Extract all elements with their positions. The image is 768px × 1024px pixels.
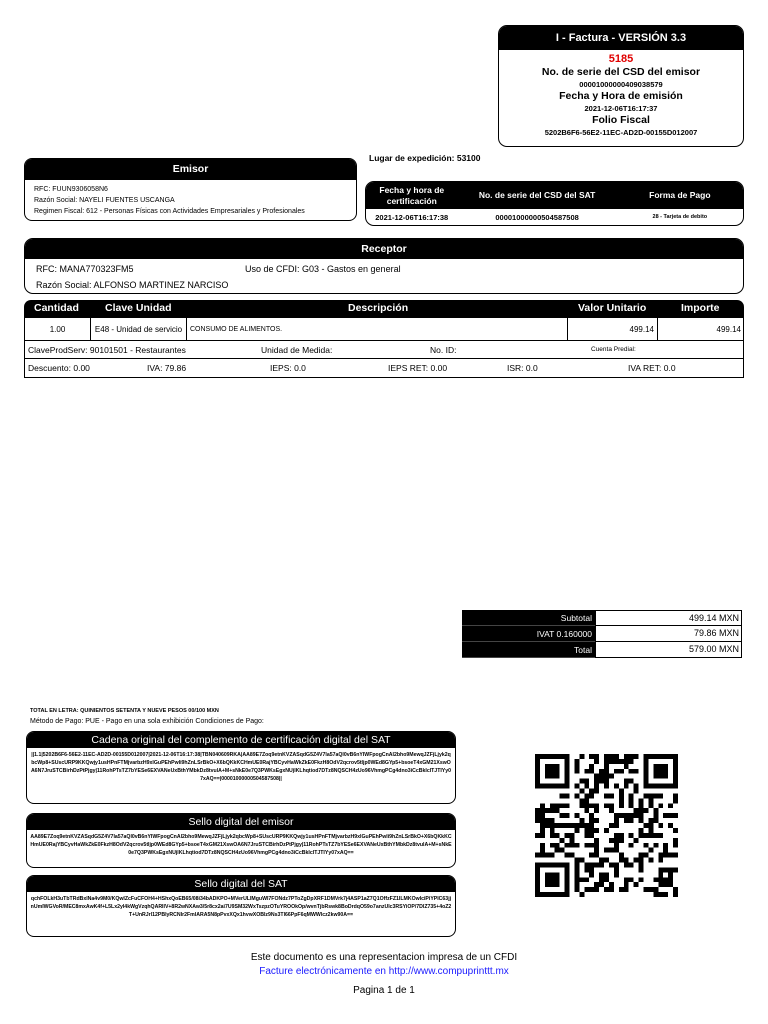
invoice-header-box <box>498 25 744 147</box>
cell-cantidad: 1.00 <box>25 318 91 340</box>
csd-emisor-label: No. de serie del CSD del emisor <box>541 66 701 78</box>
receptor-rfc: RFC: MANA770323FM5 <box>36 264 134 274</box>
receptor-razon-social: Razón Social: ALFONSO MARTINEZ NARCISO <box>36 280 229 290</box>
emisor-box <box>24 158 357 221</box>
sello-emisor-text: AA89E7Zoq9etnKVZASqdG5Z4V7la57aQl0vB6nYIWFpogCnAl2bho9MewqJZFjLjyk2qbcWp8+SUscURP9KKQwjy1usHPnFTMjvarbzH9xlGuPEhPwli9hZnLSrBkO+X6bQKkKCHmUE0RajYBCyvHaWkZkE0FkzH8OdV2qcrov5tljp0WEd8GYp5+bsoeT4xGM21XswOA6N7JruSTCBirhDzPtPjgy|11RohPTsTZ7bYESe6EXVANeUxBthYMbkDz8tvulA+M+sNkE0e7Q3PWKsEgxNUjlKLhqtiod7DTz8NQSCH4zUo96VhmgPCg4dno3iCcBkIcITJTIYy07xAQ== <box>30 834 452 856</box>
folio-fiscal-label: Folio Fiscal <box>592 114 650 126</box>
cell-descripcion: CONSUMO DE ALIMENTOS. <box>187 318 568 340</box>
folio-number: 5185 <box>608 53 634 65</box>
emisor-title: Emisor <box>25 159 356 180</box>
totals-table <box>462 610 742 658</box>
cell-importe: 499.14 <box>716 324 741 334</box>
unidad-medida: Unidad de Medida: <box>261 345 333 355</box>
fecha-emision-value: 2021-12-06T16:17:37 <box>584 104 658 113</box>
clave-prod-serv: ClaveProdServ: 90101501 - Restaurantes <box>28 345 186 355</box>
iva-row <box>462 626 742 642</box>
footer-link[interactable]: Facture electrónicamente en http://www.compuprinttt.mx <box>259 966 509 977</box>
fecha-emision-label: Fecha y Hora de emisión <box>559 90 683 102</box>
emisor-razon-social: Razón Social: NAYELI FUENTES USCANGA <box>34 197 175 204</box>
sello-sat-title: Sello digital del SAT <box>27 876 455 892</box>
cert-fecha-value: 2021-12-06T16:17:38 <box>375 212 449 222</box>
cert-serie-value: 00001000000504587508 <box>495 212 579 222</box>
col-cantidad: Cantidad <box>34 302 79 314</box>
page-number: Pagina 1 de 1 <box>353 985 415 996</box>
ieps: IEPS: 0.0 <box>270 363 306 373</box>
sello-sat-text: qchFOLkH3uTbTRdBxlNa4v9M0/KQwIZcFuCFOH4+HShxQoEB65/08i34bADKPO+MVerULIMguWI7FONdz7PToZgDpXRF1DMVrk7j4ASP1aZ7Q1OffzFZ1lLMKOwIciPiYPIC63jjnUmIWGVoR/MEC8mxAwK4f+L5Lx2yI4kWgVzqhQARIIV+8R2wNXAw3/5r8cx2ai7U9SM32WxTszpzOTuYROOkOp/wvnTjbRswk8BoDrdqO59o7anzUIc3RSYiOP/7DlZ735+4oZ2T+UnRJrl12PBlyRCNIr2FmIARA5N8pPvxXQx1hvwXOBlz9Ns3Tl66PpF6qMWWlcz2kw90A== <box>30 896 452 918</box>
certification-table <box>365 181 744 226</box>
receptor-uso-cfdi: Uso de CFDI: G03 - Gastos en general <box>245 264 401 274</box>
cert-serie-header: No. de serie del CSD del SAT <box>478 190 596 200</box>
total-label: Total <box>462 642 595 658</box>
sello-emisor-box <box>26 813 456 868</box>
total-row <box>462 642 742 658</box>
csd-emisor-value: 00001000000409038579 <box>579 80 663 89</box>
iva-ret: IVA RET: 0.0 <box>628 363 676 373</box>
qr-code-icon <box>535 752 678 899</box>
receptor-box <box>24 238 744 294</box>
lugar-expedicion: Lugar de expedición: 53100 <box>369 153 481 163</box>
sello-emisor-title: Sello digital del emisor <box>27 814 455 830</box>
items-table-header <box>24 300 744 317</box>
table-row <box>24 317 744 341</box>
receptor-title: Receptor <box>25 239 743 259</box>
iva: IVA: 79.86 <box>147 363 187 373</box>
isr: ISR: 0.0 <box>507 363 538 373</box>
cadena-original-title: Cadena original del complemento de certificación digital del SAT <box>27 732 455 748</box>
col-valor-unitario: Valor Unitario <box>578 302 647 314</box>
cell-valor-unitario: 499.14 <box>568 318 658 340</box>
subtotal-label: Subtotal <box>462 610 595 626</box>
cert-forma-pago-value: 28 - Tarjeta de debito <box>652 214 708 220</box>
iva-label: IVAT 0.160000 <box>462 626 595 642</box>
folio-fiscal-value: 5202B6F6-56E2-11EC-AD2D-00155D012007 <box>544 128 698 137</box>
cuenta-predial: Cuenta Predial: <box>591 346 636 353</box>
subtotal-row <box>462 610 742 626</box>
footer-note: Este documento es una representacion impresa de un CFDI <box>250 952 518 963</box>
col-clave-unidad: Clave Unidad <box>105 302 172 314</box>
cert-fecha-header: Fecha y hora de certificación <box>379 184 445 206</box>
no-id: No. ID: <box>430 345 457 355</box>
invoice-type-title: I - Factura - VERSIÓN 3.3 <box>499 26 743 50</box>
total-value: 579.00 MXN <box>595 642 742 658</box>
item-detail-row <box>24 341 744 358</box>
col-descripcion: Descripción <box>348 302 409 314</box>
emisor-regimen-fiscal: Regimen Fiscal: 612 - Personas Físicas con Actividades Empresariales y Profesionales <box>34 208 305 215</box>
metodo-pago: Método de Pago: PUE - Pago en una sola exhibición Condiciones de Pago: <box>30 718 264 725</box>
cell-clave-unidad: E48 - Unidad de servicio <box>91 318 187 340</box>
cert-forma-pago-header: Forma de Pago <box>649 190 711 200</box>
item-taxes-row <box>24 358 744 378</box>
emisor-rfc: RFC: FUUN9306058N6 <box>34 186 108 193</box>
iva-value: 79.86 MXN <box>595 626 742 642</box>
descuento: Descuento: 0.00 <box>28 363 90 373</box>
cadena-original-box <box>26 731 456 804</box>
sello-sat-box <box>26 875 456 937</box>
cadena-original-text: ||1.1|5202B6F6-56E2-11EC-AD2D-00155D012007|2021-12-06T16:17:38|TBN040609RKA|AA89E7Zoq9etnKVZASqdG5Z4V7la57aQl0vB6nYIWFpogCnAl2bho9MewqJZFjLjyk2qbcWp8+SUscURP9KKQwjy1usHPnFTMjvarbzH9xlGuPEhPwli9hZnLSrBkO+X6bQKkKCHmUE0RajYBCyvHaWkZkE0FkzH8OdV2qcrov5tljp0WEd8GYp5+bsoeT4xGM21XswOA6N7JruSTCBirhDzPtPjgy|11RohPTsTZ7bYESe6EXVANeUxBthYMbkDz8tvulA+M+sNkE0e7Q3PWKsEgxNUjlKLhqtiod7DTz8NQSCH4zUo96VhmgPCg4dno3iCcBkIcITJTIYy07xAQ==|00001000000504587508|| <box>30 752 452 782</box>
total-en-letra: TOTAL EN LETRA: QUINIENTOS SETENTA Y NUEVE PESOS 00/100 MXN <box>30 708 219 714</box>
ieps-ret: IEPS RET: 0.00 <box>388 363 448 373</box>
col-importe: Importe <box>681 302 720 314</box>
subtotal-value: 499.14 MXN <box>595 610 742 626</box>
